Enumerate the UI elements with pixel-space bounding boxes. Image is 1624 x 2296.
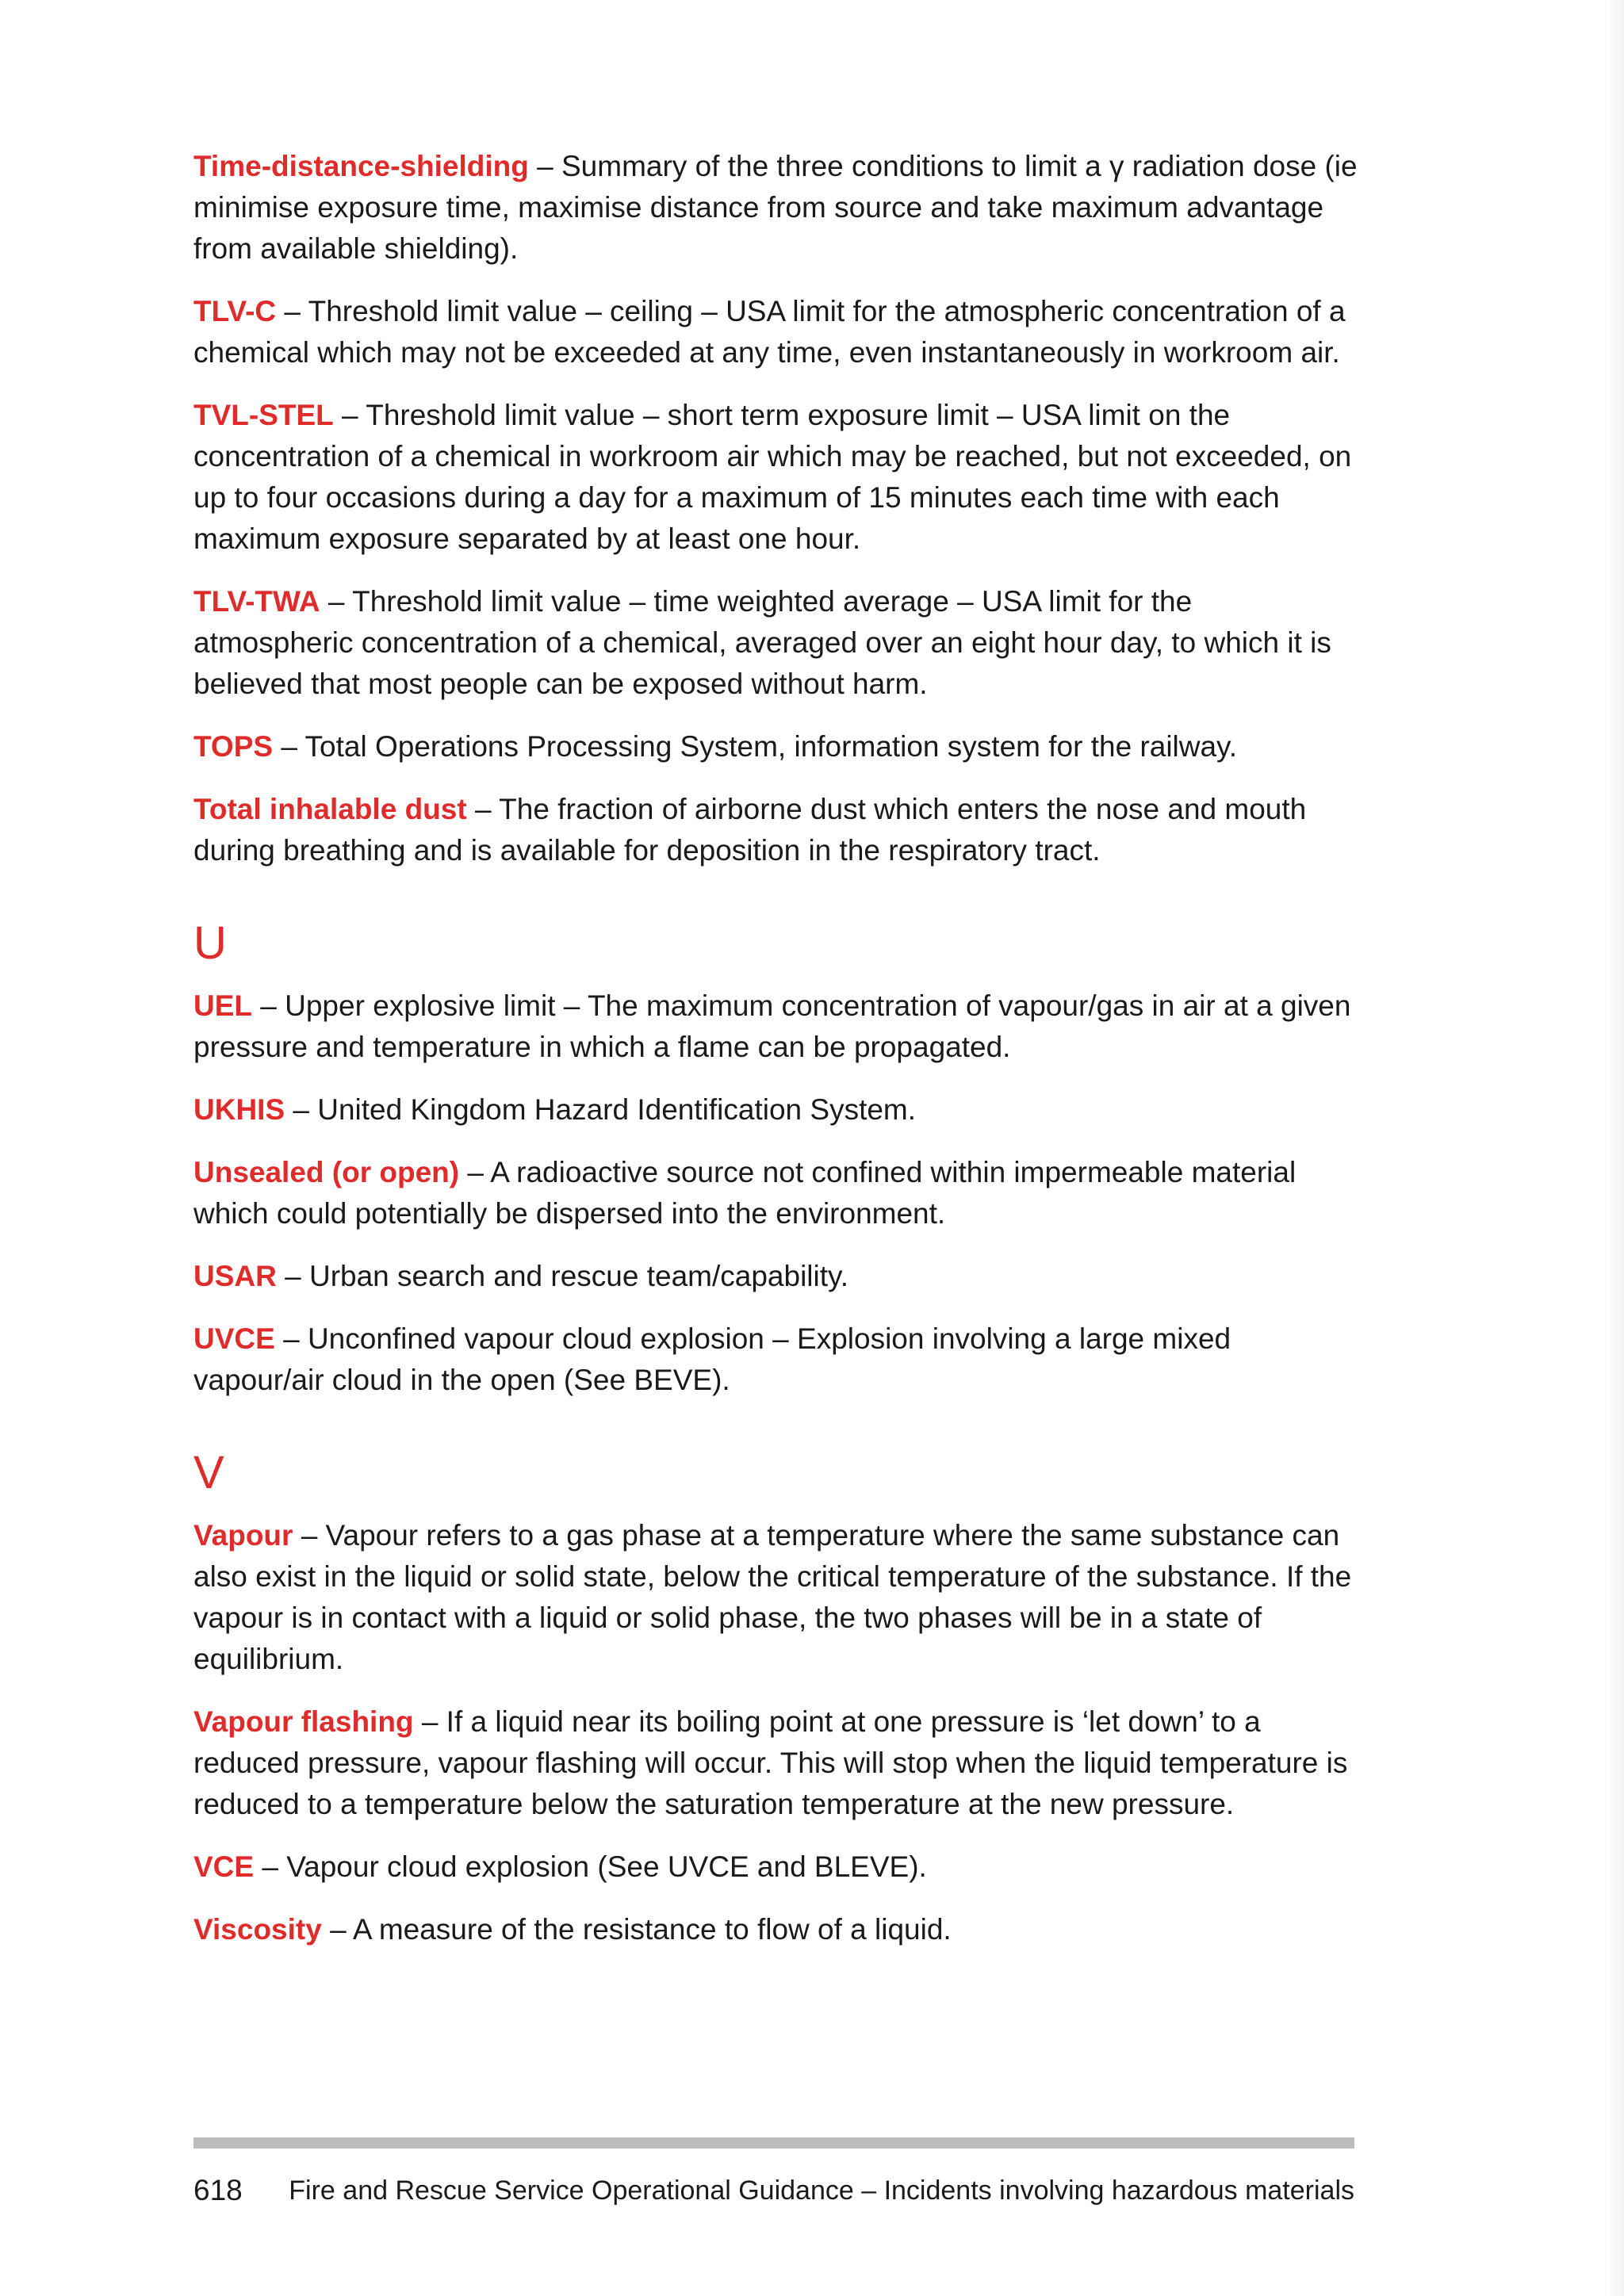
glossary-entry (193, 1089, 1359, 1131)
glossary-definition: – Summary of the three conditions to limit a γ radiation dose (ie minimise exposure time, maximise distance from source and take maximum advantage from available shielding). (193, 150, 1358, 265)
glossary-definition: – If a liquid near its boiling point at one pressure is ‘let down’ to a reduced pressure, vapour flashing will occur. This will stop when the liquid temperature is reduced to a temperature below the saturation temperature at the new pressure. (193, 1705, 1348, 1820)
glossary-definition: – Threshold limit value – short term exposure limit – USA limit on the concentration of a chemical in workroom air which may be reached, but not exceeded, on up to four occasions during a day for a maximum of 15 minutes each time with each maximum exposure separated by at least one hour. (193, 399, 1352, 555)
glossary-term: Unsealed (or open) (193, 1156, 460, 1188)
glossary-definition: – Threshold limit value – time weighted average – USA limit for the atmospheric concentration of a chemical, averaged over an eight hour day, to which it is believed that most people can be exposed without harm. (193, 585, 1331, 700)
glossary-entry (193, 291, 1359, 373)
page-footer (193, 2171, 1354, 2210)
glossary-term: Vapour flashing (193, 1705, 414, 1738)
glossary-entry (193, 1256, 1359, 1297)
glossary-entry (193, 726, 1359, 767)
glossary-content (193, 146, 1359, 1972)
glossary-definition: – United Kingdom Hazard Identification System. (285, 1093, 917, 1126)
glossary-term: Vapour (193, 1519, 293, 1552)
glossary-definition: – Threshold limit value – ceiling – USA limit for the atmospheric concentration of a chemical which may not be exceeded at any time, even instantaneously in workroom air. (193, 295, 1346, 369)
glossary-definition: – The fraction of airborne dust which enters the nose and mouth during breathing and is available for deposition in the respiratory tract. (193, 793, 1307, 867)
glossary-definition: – A radioactive source not confined within impermeable material which could potentially be dispersed into the environment. (193, 1156, 1297, 1230)
page-edge-shadow (1608, 0, 1624, 2296)
glossary-entry (193, 789, 1359, 871)
glossary-entry (193, 1846, 1359, 1888)
glossary-term: UKHIS (193, 1093, 285, 1126)
glossary-entry (193, 146, 1359, 270)
glossary-term: TLV-TWA (193, 585, 320, 618)
glossary-term: TLV-C (193, 295, 277, 327)
glossary-definition: – Vapour cloud explosion (See UVCE and BLEVE). (254, 1850, 927, 1883)
glossary-term: UEL (193, 989, 252, 1022)
glossary-definition: – A measure of the resistance to flow of a liquid. (321, 1913, 952, 1946)
glossary-term: USAR (193, 1260, 277, 1292)
glossary-definition: – Urban search and rescue team/capability. (276, 1260, 849, 1292)
glossary-entry (193, 395, 1359, 560)
footer-divider (193, 2137, 1354, 2149)
glossary-entry (193, 1701, 1359, 1825)
glossary-entry (193, 1152, 1359, 1234)
glossary-term: TVL-STEL (193, 399, 334, 431)
page-number: 618 (193, 2174, 243, 2206)
section-letter-heading: V (193, 1447, 224, 1498)
glossary-term: Time-distance-shielding (193, 150, 529, 182)
glossary-entry (193, 581, 1359, 705)
glossary-entry (193, 1909, 1359, 1950)
glossary-term: Total inhalable dust (193, 793, 467, 825)
glossary-term: TOPS (193, 730, 274, 763)
glossary-definition: – Unconfined vapour cloud explosion – Explosion involving a large mixed vapour/air cloud in the open (See BEVE). (193, 1322, 1231, 1396)
glossary-term: UVCE (193, 1322, 275, 1355)
glossary-definition: – Total Operations Processing System, information system for the railway. (273, 730, 1238, 763)
glossary-term: Viscosity (193, 1913, 322, 1946)
footer-document-title: Fire and Rescue Service Operational Guidance – Incidents involving hazardous materials (289, 2175, 1354, 2206)
glossary-entry (193, 1318, 1359, 1401)
glossary-entry (193, 1515, 1359, 1680)
glossary-entry (193, 985, 1359, 1068)
glossary-term: VCE (193, 1850, 255, 1883)
glossary-definition: – Upper explosive limit – The maximum concentration of vapour/gas in air at a given pressure and temperature in which a flame can be propagated. (193, 989, 1351, 1063)
glossary-definition: – Vapour refers to a gas phase at a temperature where the same substance can also exist in the liquid or solid state, below the critical temperature of the substance. If the vapour is in contact with a liquid or solid phase, the two phases will be in a state of equilibrium. (193, 1519, 1352, 1675)
section-letter-heading: U (193, 917, 227, 969)
